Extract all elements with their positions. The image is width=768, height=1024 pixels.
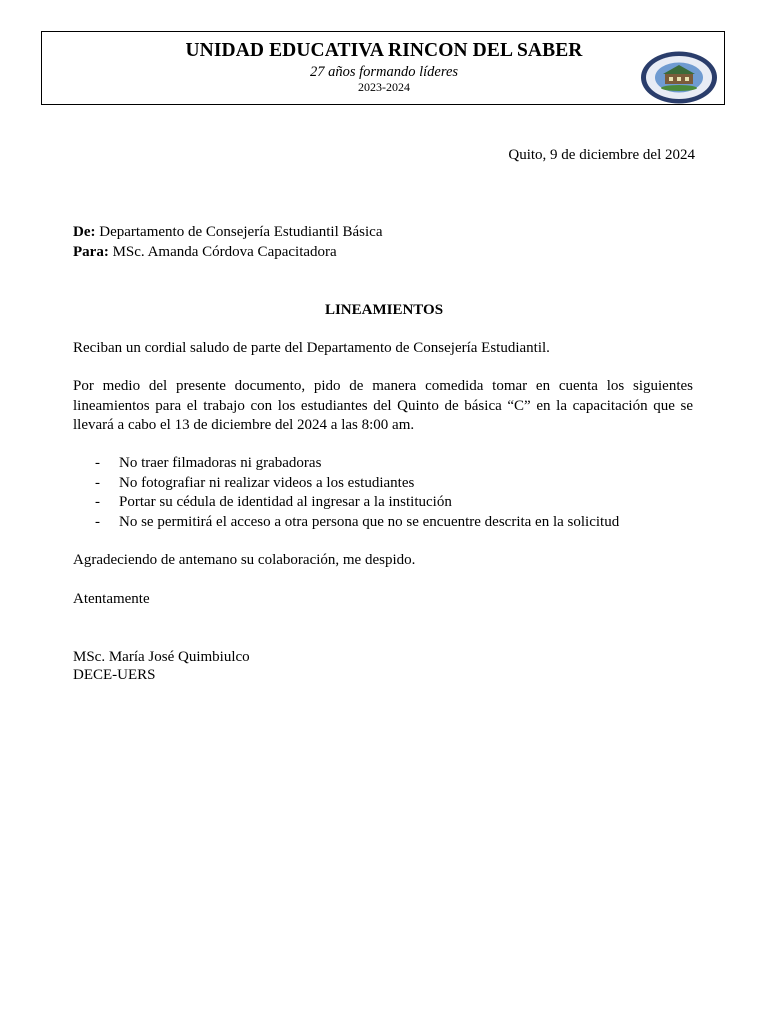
- list-bullet: -: [95, 455, 100, 471]
- list-bullet: -: [95, 494, 100, 510]
- to-value: MSc. Amanda Córdova Capacitadora: [108, 244, 337, 260]
- letter-heading: LINEAMIENTOS: [324, 302, 444, 318]
- letter-date: Quito, 9 de diciembre del 2024: [508, 147, 695, 163]
- signer-department: DECE-UERS: [73, 667, 156, 683]
- list-item: [73, 493, 713, 513]
- guidelines-list: [73, 454, 713, 532]
- to-label: Para:: [73, 244, 109, 260]
- school-name: UNIDAD EDUCATIVA RINCON DEL SABER: [185, 40, 583, 61]
- list-item: [73, 454, 713, 474]
- list-item: [73, 474, 713, 494]
- school-motto: 27 años formando líderes: [309, 64, 459, 80]
- signer-name: MSc. María José Quimbiulco: [73, 649, 250, 665]
- list-bullet: -: [95, 513, 100, 530]
- school-logo: [639, 50, 719, 105]
- list-bullet: -: [95, 474, 100, 491]
- school-year: 2023-2024: [358, 80, 410, 94]
- list-item: [73, 513, 713, 533]
- closing: Atentamente: [73, 591, 150, 607]
- from-line: [73, 223, 383, 242]
- list-item-text: No fotografiar ni realizar videos a los estudiantes: [119, 474, 415, 491]
- from-label: De:: [73, 224, 96, 240]
- list-item-text: No traer filmadoras ni grabadoras: [119, 455, 322, 471]
- thanks-line: Agradeciendo de antemano su colaboración, me despido.: [73, 552, 416, 568]
- to-line: [73, 243, 337, 262]
- list-item-text: No se permitirá el acceso a otra persona que no se encuentre descrita en la solicitud: [119, 513, 620, 530]
- list-item-text: Portar su cédula de identidad al ingresar a la institución: [119, 494, 452, 510]
- body-paragraph: Por medio del presente documento, pido de manera comedida tomar en cuenta los siguientes lineamientos para el trabajo con los estudiantes del Quinto de básica “C” en la capacitación que se llevará a cabo el 13 de diciembre del 2024 a las 8:00 am.: [73, 378, 693, 433]
- from-value: Departamento de Consejería Estudiantil Básica: [95, 224, 383, 240]
- greeting: Reciban un cordial saludo de parte del Departamento de Consejería Estudiantil.: [73, 340, 550, 356]
- letterhead: [41, 31, 725, 105]
